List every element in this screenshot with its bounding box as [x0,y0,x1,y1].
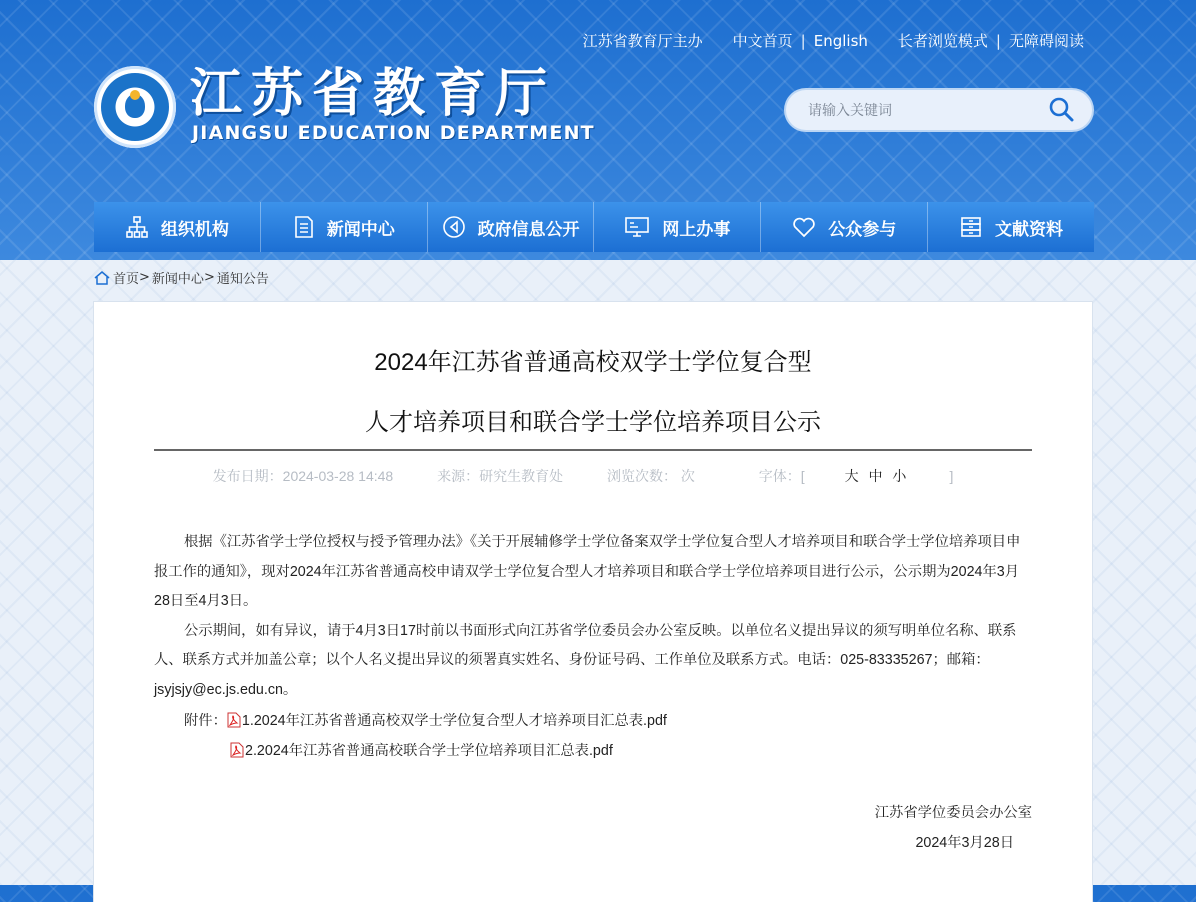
nav-item-gov-info[interactable] [428,202,595,252]
breadcrumb-separator: > [139,270,150,285]
elderly-mode-link[interactable]: 长者浏览模式 [897,32,988,50]
nav-item-organization[interactable] [94,202,261,252]
attachment-row [154,710,667,730]
site-subtitle: JIANGSU EDUCATION DEPARTMENT [192,122,595,144]
attachment-label: 附件： [184,713,227,729]
breadcrumb [94,268,269,287]
nav-item-public-participation[interactable] [761,202,928,252]
monitor-icon [624,215,650,239]
paragraph: 公示期间，如有异议，请于4月3日17时前以书面形式向江苏省学位委员会办公室反映。以单位名义提出异议的须写明单位名称、联系人、联系方式并加盖公章；以个人名义提出异议的须署真实姓名、身份证号码、工作单位及联系方式。电话：025-83335267；邮箱：jsyjsjy@ec.js.edu.cn。 [154,622,1017,698]
site-title[interactable]: 江苏省教育厅 [190,63,557,124]
speaker-icon [442,215,466,239]
divider: | [800,31,806,50]
nav-label: 文献资料 [995,219,1064,240]
divider: | [995,31,1001,50]
article-title-line2: 人才培养项目和联合学士学位培养项目公示 [365,409,821,436]
nav-label: 新闻中心 [326,219,395,240]
signature-date: 2024年3月28日 [915,835,1014,851]
pdf-icon [227,712,241,728]
nav-label: 政府信息公开 [477,219,580,240]
search-input[interactable] [806,101,1030,119]
nav-label: 公众参与 [828,219,897,240]
title-divider [154,449,1032,451]
english-link[interactable]: English [813,31,868,50]
article-meta [94,466,1092,486]
org-chart-icon [125,215,149,239]
department-logo[interactable] [94,66,176,148]
article-source: 来源：研究生教育处 [437,468,564,484]
breadcrumb-news[interactable]: 新闻中心 [151,272,204,287]
view-count: 浏览次数： 次 [606,468,695,484]
breadcrumb-home[interactable]: 首页 [113,272,140,287]
article-title-line1: 2024年江苏省普通高校双学士学位复合型 [374,349,812,376]
nav-label: 网上办事 [662,219,731,240]
font-size-options[interactable]: 大 中 小 [844,468,910,484]
paragraph: 根据《江苏省学士学位授权与授予管理办法》《关于开展辅修学士学位备案双学士学位复合型人才培养项目和联合学士学位培养项目申报工作的通知》，现对2024年江苏省普通高校申请双学士学位复合型人才培养项目和联合学士学位培养项目进行公示，公示期为2024年3月28日至4月3日。 [154,534,1021,609]
sponsor-link[interactable]: 江苏省教育厅主办 [582,32,703,50]
article-panel [94,302,1092,902]
archive-icon [959,215,983,239]
nav-item-online-service[interactable] [594,202,761,252]
chinese-home-link[interactable]: 中文首页 [732,32,793,50]
pdf-icon [230,742,244,758]
search-box [786,90,1092,130]
nav-item-documents[interactable] [928,202,1094,252]
attachment-link[interactable]: 1.2024年江苏省普通高校双学士学位复合型人才培养项目汇总表.pdf [241,713,667,729]
attachment-row [230,740,613,760]
signature-office: 江苏省学位委员会办公室 [874,805,1032,821]
top-links-bar [583,30,1084,51]
home-icon [94,271,110,285]
publish-date: 发布日期：2024-03-28 14:48 [212,468,394,484]
article-body [154,528,1032,705]
accessible-reading-link[interactable]: 无障碍阅读 [1008,32,1084,50]
attachment-link[interactable]: 2.2024年江苏省普通高校联合学士学位培养项目汇总表.pdf [245,743,613,759]
breadcrumb-notice[interactable]: 通知公告 [216,272,269,287]
breadcrumb-separator: > [203,270,215,285]
main-nav [94,202,1094,252]
heart-icon [792,216,816,238]
font-size-control: 字体：[ 大 中 小 ] [758,468,954,484]
document-icon [293,215,315,239]
search-icon[interactable] [1048,96,1074,122]
nav-label: 组织机构 [160,219,229,240]
nav-item-news[interactable] [261,202,428,252]
